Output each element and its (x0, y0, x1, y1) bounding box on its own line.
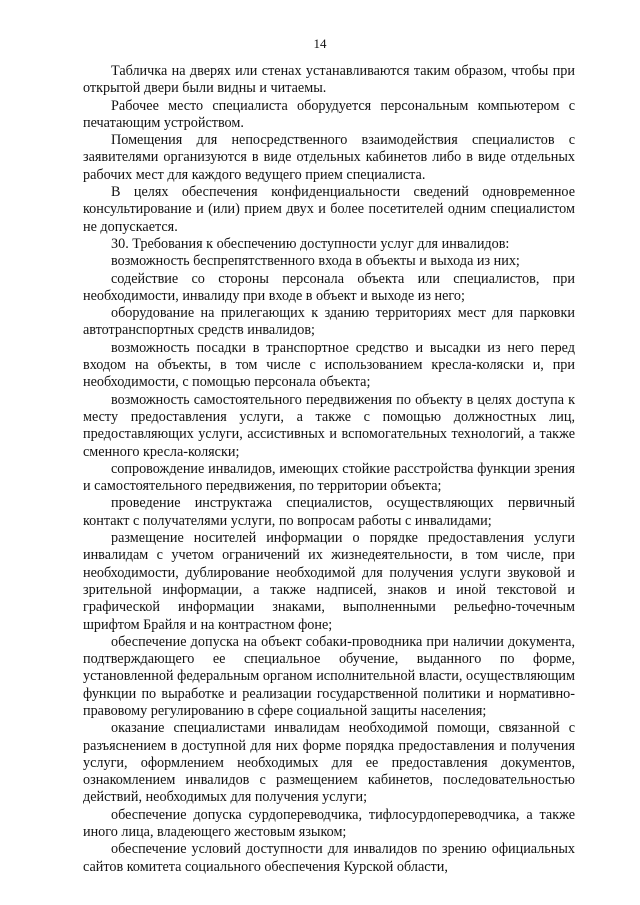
paragraph-specialist-help: оказание специалистами инвалидам необходимой помощи, связанной с разъяснением в доступной для них форме порядка предоставления и получения услуги, оформлением необходимых для ее предоставления документов, ознакомлением инвалидов с размещением кабинетов, последовательностью действий, необходимых для получения услуги; (83, 720, 575, 806)
paragraph-workplace-computer: Рабочее место специалиста оборудуется персональным компьютером с печатающим устройством. (83, 97, 575, 131)
paragraph-entry-exit: возможность беспрепятственного входа в объекты и выхода из них; (111, 253, 520, 270)
paragraph-movement: возможность самостоятельного передвижения по объекту в целях доступа к месту предоставления услуги, а также с помощью должностных лиц, предоставляющих услуги, ассистивных и вспомогательных технологий, а также сменного кресла-коляски; (83, 391, 575, 460)
paragraph-guide-dog: обеспечение допуска на объект собаки-проводника при наличии документа, подтверждающего ее специальное обучение, выданного по форме, установленной федеральным органом исполнительной власти, осуществляющим функции по выработке и реализации государственной политики и нормативно-правовому регулированию в сфере социальной защиты населения; (83, 633, 575, 719)
paragraph-staff-briefing: проведение инструктажа специалистов, осуществляющих первичный контакт с получателями услуги, по вопросам работы с инвалидами; (83, 495, 575, 529)
page-number: 14 (313, 36, 327, 51)
paragraph-section-30-heading: 30. Требования к обеспечению доступности услуг для инвалидов: (111, 235, 510, 252)
paragraph-staff-assistance: содействие со стороны персонала объекта или специалистов, при необходимости, инвалиду при входе в объект и выходе из него; (83, 270, 575, 304)
paragraph-parking: оборудование на прилегающих к зданию территориях мест для парковки автотранспортных средств инвалидов; (83, 305, 575, 339)
paragraph-vehicle-boarding: возможность посадки в транспортное средство и высадки из него перед входом на объекты, в том числе с использованием кресла-коляски и, при необходимости, с помощью персонала объекта; (83, 339, 575, 391)
paragraph-confidentiality: В целях обеспечения конфиденциальности сведений одновременное консультирование и (или) прием двух и более посетителей одним специалистом не допускается. (83, 184, 575, 235)
paragraph-information-media: размещение носителей информации о порядке предоставления услуги инвалидам с учетом ограничений их жизнедеятельности, в том числе, при необходимости, дублирование необходимой для получения услуги звуковой и зрительной информации, а также надписей, знаков и иной текстовой и графической информации знаками, выполненными рельефно-точечным шрифтом Брайля и на контрастном фоне; (83, 530, 575, 633)
paragraph-door-signs: Табличка на дверях или стенах устанавливаются таким образом, чтобы при открытой двери были видны и читаемы. (83, 63, 575, 97)
document-body (83, 63, 575, 876)
paragraph-website-accessibility: обеспечение условий доступности для инвалидов по зрению официальных сайтов комитета социального обеспечения Курской области, (83, 841, 575, 875)
paragraph-premises: Помещения для непосредственного взаимодействия специалистов с заявителями организуются в виде отдельных кабинетов либо в виде отдельных рабочих мест для каждого ведущего прием специалиста. (83, 132, 575, 183)
paragraph-escort: сопровождение инвалидов, имеющих стойкие расстройства функции зрения и самостоятельного передвижения, по территории объекта; (83, 460, 575, 495)
paragraph-sign-interpreter: обеспечение допуска сурдопереводчика, тифлосурдопереводчика, а также иного лица, владеющего жестовым языком; (83, 806, 575, 841)
